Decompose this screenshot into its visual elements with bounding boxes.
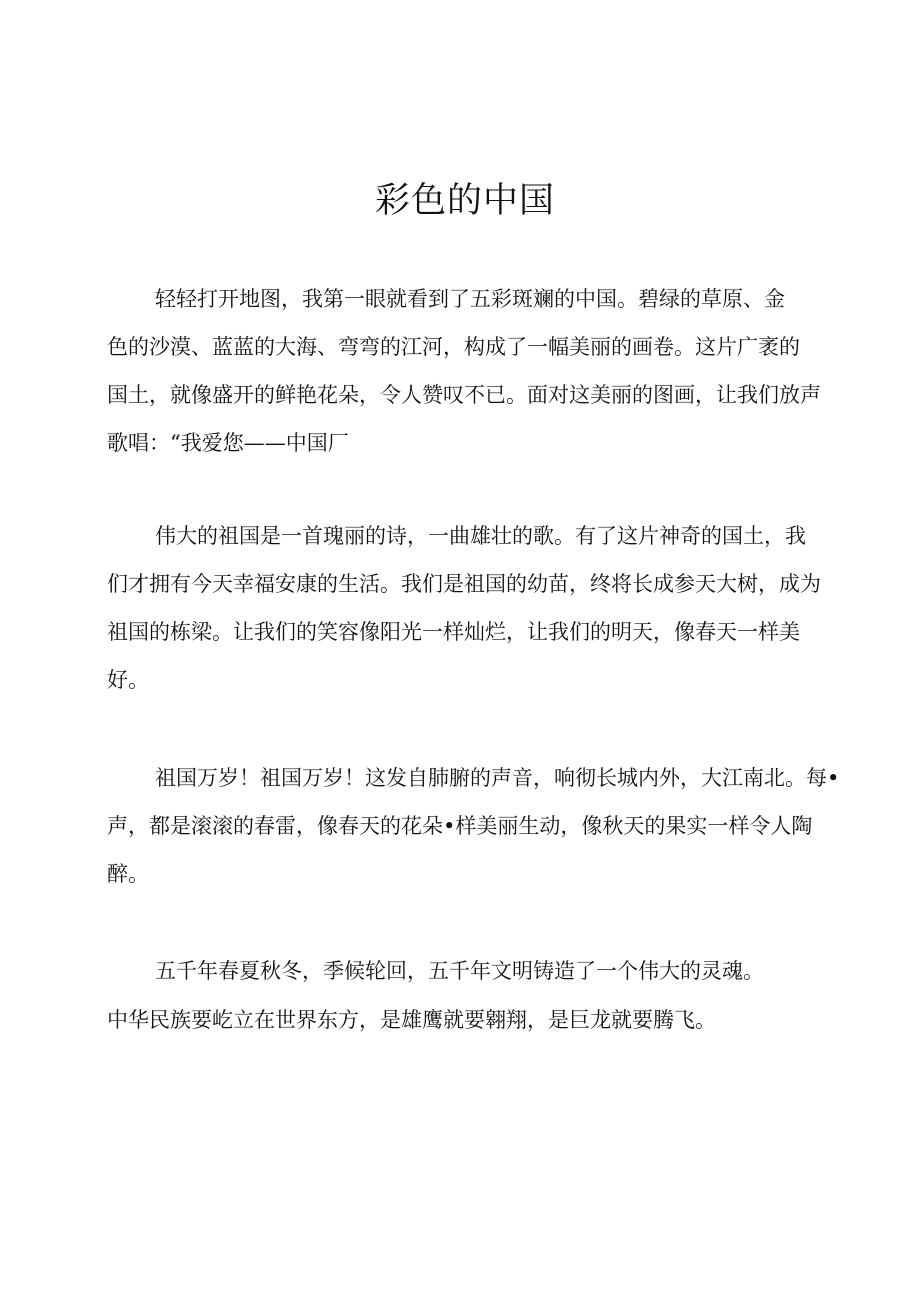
paragraph-1 bbox=[107, 284, 827, 476]
paragraph-line: 国土，就像盛开的鲜艳花朵，令人赞叹不已。面对这美丽的图画，让我们放声 bbox=[107, 383, 821, 407]
paragraph-line: 轻轻打开地图，我第一眼就看到了五彩斑斓的中国。碧绿的草原、金 bbox=[155, 287, 785, 311]
paragraph-4 bbox=[107, 956, 827, 1054]
paragraph-line: 歌唱：“我爱您——中国厂 bbox=[107, 431, 349, 455]
paragraph-line: 祖国万岁！祖国万岁！这发自肺腑的声音，响彻长城内外，大江南北。每• bbox=[155, 766, 840, 790]
paragraph-line: 们才拥有今天幸福安康的生活。我们是祖国的幼苗，终将长成参天大树，成为 bbox=[107, 572, 821, 596]
paragraph-line: 中华民族要屹立在世界东方，是雄鹰就要翱翔，是巨龙就要腾飞。 bbox=[107, 1008, 716, 1032]
paragraph-3 bbox=[107, 763, 840, 907]
paragraph-2 bbox=[107, 521, 827, 713]
paragraph-line: 醉。 bbox=[107, 862, 149, 886]
paragraph-line: 伟大的祖国是一首瑰丽的诗，一曲雄壮的歌。有了这片神奇的国土，我 bbox=[155, 524, 806, 548]
paragraph-line: 色的沙漠、蓝蓝的大海、弯弯的江河，构成了一幅美丽的画卷。这片广袤的 bbox=[107, 335, 800, 359]
paragraph-line: 五千年春夏秋冬，季候轮回，五千年文明铸造了一个伟大的灵魂。 bbox=[155, 959, 764, 983]
paragraph-line: 声，都是滚滚的春雷，像春天的花朵•样美丽生动，像秋天的果实一样令人陶 bbox=[107, 814, 813, 838]
paragraph-line: 祖国的栋梁。让我们的笑容像阳光一样灿烂，让我们的明天，像春天一样美 bbox=[107, 620, 800, 644]
paragraph-line: 好。 bbox=[107, 668, 149, 692]
page-title: 彩色的中国 bbox=[374, 181, 555, 221]
